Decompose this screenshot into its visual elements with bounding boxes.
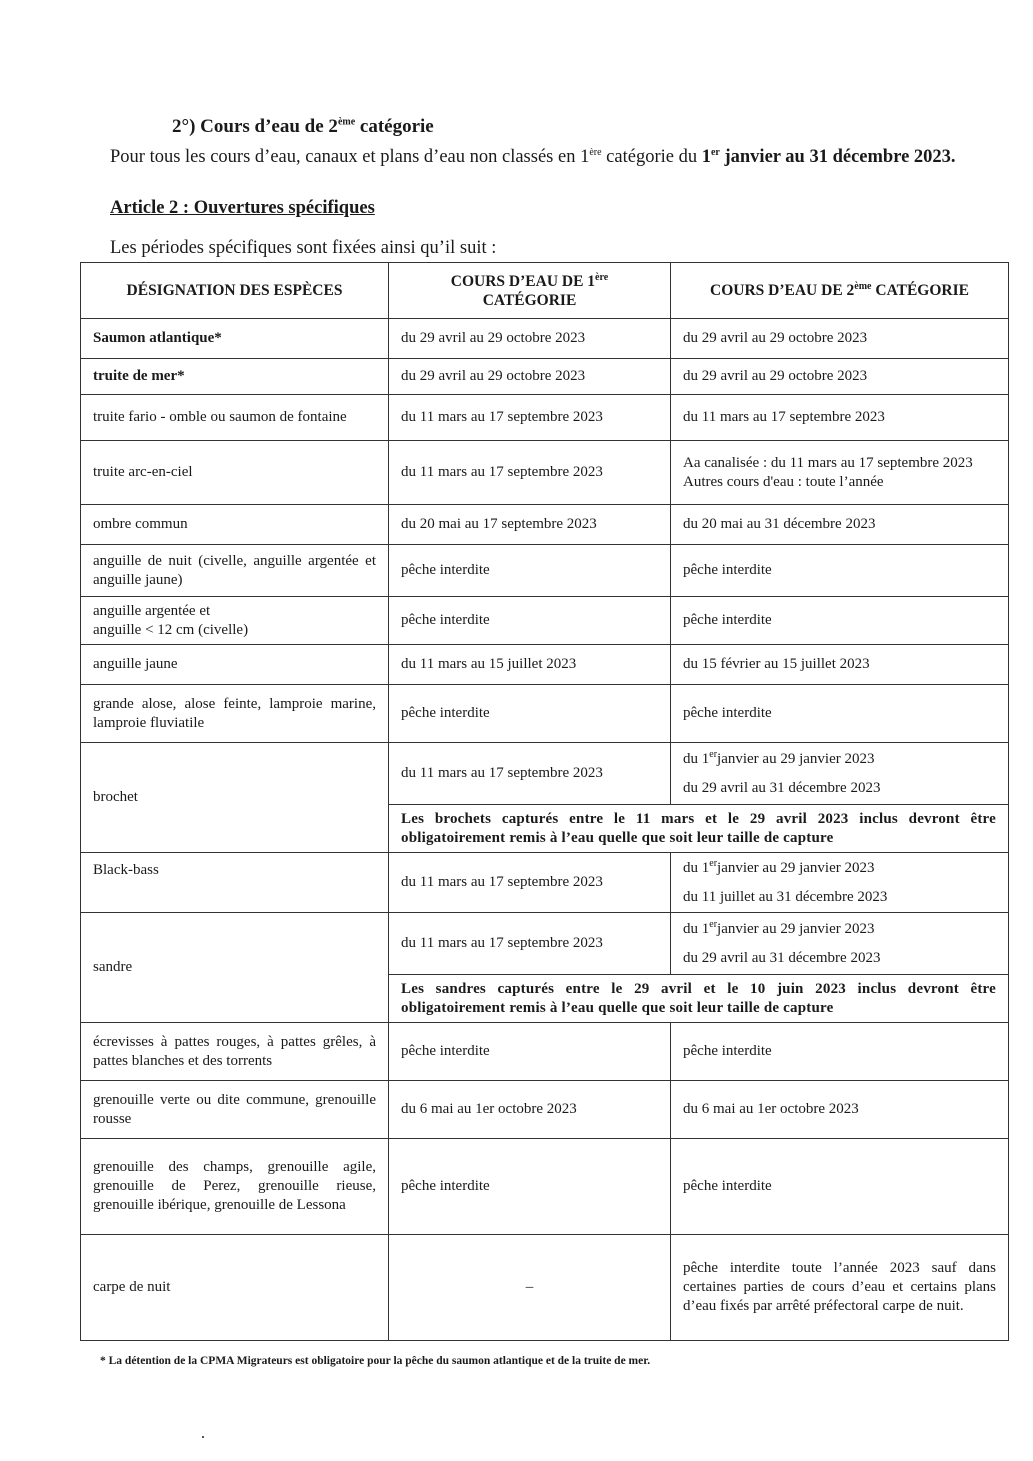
table-row xyxy=(81,913,1009,975)
period-cat2: du 6 mai au 1er octobre 2023 xyxy=(671,1081,1009,1139)
period-cat1: du 20 mai au 17 septembre 2023 xyxy=(389,505,671,545)
intro-paragraph: Pour tous les cours d’eau, canaux et plans d’eau non classés en 1ère catégorie du 1er janvier au 31 décembre 2023. xyxy=(110,146,956,167)
table-row xyxy=(81,685,1009,743)
period-cat1: pêche interdite xyxy=(389,685,671,743)
period-cat1: du 11 mars au 17 septembre 2023 xyxy=(389,913,671,975)
species-name: brochet xyxy=(81,743,389,853)
species-name: Black-bass xyxy=(81,853,389,913)
species-name: grande alose, alose feinte, lamproie marine, lamproie fluviatile xyxy=(81,685,389,743)
table-row xyxy=(81,1235,1009,1341)
species-name: sandre xyxy=(81,913,389,1023)
table-row xyxy=(81,1139,1009,1235)
table-row xyxy=(81,1081,1009,1139)
period-cat2: du 1erjanvier au 29 janvier 2023 du 11 juillet au 31 décembre 2023 xyxy=(671,853,1009,913)
period-cat1: du 11 mars au 17 septembre 2023 xyxy=(389,395,671,441)
species-name: carpe de nuit xyxy=(81,1235,389,1341)
period-cat2: du 1erjanvier au 29 janvier 2023 du 29 avril au 31 décembre 2023 xyxy=(671,913,1009,975)
period-cat1: du 11 mars au 17 septembre 2023 xyxy=(389,853,671,913)
period-cat1: du 29 avril au 29 octobre 2023 xyxy=(389,319,671,359)
period-cat2: pêche interdite xyxy=(671,545,1009,597)
period-cat1: du 29 avril au 29 octobre 2023 xyxy=(389,359,671,395)
species-name: grenouille verte ou dite commune, grenouille rousse xyxy=(81,1081,389,1139)
article-heading: Article 2 : Ouvertures spécifiques xyxy=(110,198,375,218)
period-cat1: du 11 mars au 15 juillet 2023 xyxy=(389,645,671,685)
table-row xyxy=(81,645,1009,685)
speck xyxy=(202,1436,204,1438)
period-cat1: pêche interdite xyxy=(389,545,671,597)
species-name: Saumon atlantique* xyxy=(81,319,389,359)
period-cat2: du 11 mars au 17 septembre 2023 xyxy=(671,395,1009,441)
lead-sentence: Les périodes spécifiques sont fixées ainsi qu’il suit : xyxy=(110,238,497,258)
period-cat2: du 15 février au 15 juillet 2023 xyxy=(671,645,1009,685)
release-note: Les sandres capturés entre le 29 avril et le 10 juin 2023 inclus devront être obligatoirement remis à l’eau quelle que soit leur taille de capture xyxy=(389,975,1009,1023)
period-cat2: pêche interdite xyxy=(671,685,1009,743)
period-cat1: – xyxy=(389,1235,671,1341)
period-cat1: pêche interdite xyxy=(389,1139,671,1235)
species-name: grenouille des champs, grenouille agile, grenouille de Perez, grenouille rieuse, grenouille ibérique, grenouille de Lessona xyxy=(81,1139,389,1235)
section-title: 2°) Cours d’eau de 2ème catégorie xyxy=(172,116,434,137)
period-cat2: pêche interdite toute l’année 2023 sauf dans certaines parties de cours d’eau et certains plans d’eau fixés par arrêté préfectoral carpe de nuit. xyxy=(671,1235,1009,1341)
table-row xyxy=(81,1023,1009,1081)
species-name: truite fario - omble ou saumon de fontaine xyxy=(81,395,389,441)
table-row xyxy=(81,395,1009,441)
table-row xyxy=(81,743,1009,805)
header-cat1: COURS D’EAU DE 1ère CATÉGORIE xyxy=(389,263,671,319)
header-species: DÉSIGNATION DES ESPÈCES xyxy=(81,263,389,319)
release-note: Les brochets capturés entre le 11 mars et le 29 avril 2023 inclus devront être obligatoirement remis à l’eau quelle que soit leur taille de capture xyxy=(389,805,1009,853)
period-cat2: pêche interdite xyxy=(671,1139,1009,1235)
species-name: anguille argentée et anguille < 12 cm (civelle) xyxy=(81,597,389,645)
species-name: anguille jaune xyxy=(81,645,389,685)
period-cat1: du 11 mars au 17 septembre 2023 xyxy=(389,441,671,505)
period-cat2: pêche interdite xyxy=(671,597,1009,645)
table-row xyxy=(81,505,1009,545)
period-cat1: du 11 mars au 17 septembre 2023 xyxy=(389,743,671,805)
species-name: ombre commun xyxy=(81,505,389,545)
period-cat2: Aa canalisée : du 11 mars au 17 septembre 2023 Autres cours d'eau : toute l’année xyxy=(671,441,1009,505)
period-cat2: du 29 avril au 29 octobre 2023 xyxy=(671,359,1009,395)
species-periods-table xyxy=(80,262,1009,1341)
species-name: anguille de nuit (civelle, anguille argentée et anguille jaune) xyxy=(81,545,389,597)
period-cat1: du 6 mai au 1er octobre 2023 xyxy=(389,1081,671,1139)
header-cat2: COURS D’EAU DE 2ème CATÉGORIE xyxy=(671,263,1009,319)
table-row xyxy=(81,545,1009,597)
period-cat1: pêche interdite xyxy=(389,597,671,645)
period-cat2: du 29 avril au 29 octobre 2023 xyxy=(671,319,1009,359)
table-row xyxy=(81,359,1009,395)
table-row xyxy=(81,319,1009,359)
species-name: truite de mer* xyxy=(81,359,389,395)
period-cat1: pêche interdite xyxy=(389,1023,671,1081)
footnote: * La détention de la CPMA Migrateurs est obligatoire pour la pêche du saumon atlantique et de la truite de mer. xyxy=(100,1355,651,1367)
period-cat2: du 1erjanvier au 29 janvier 2023 du 29 avril au 31 décembre 2023 xyxy=(671,743,1009,805)
table-header-row xyxy=(81,263,1009,319)
period-cat2: pêche interdite xyxy=(671,1023,1009,1081)
table-row xyxy=(81,853,1009,913)
species-name: écrevisses à pattes rouges, à pattes grêles, à pattes blanches et des torrents xyxy=(81,1023,389,1081)
table-row xyxy=(81,441,1009,505)
species-name: truite arc-en-ciel xyxy=(81,441,389,505)
period-cat2: du 20 mai au 31 décembre 2023 xyxy=(671,505,1009,545)
table-row xyxy=(81,597,1009,645)
